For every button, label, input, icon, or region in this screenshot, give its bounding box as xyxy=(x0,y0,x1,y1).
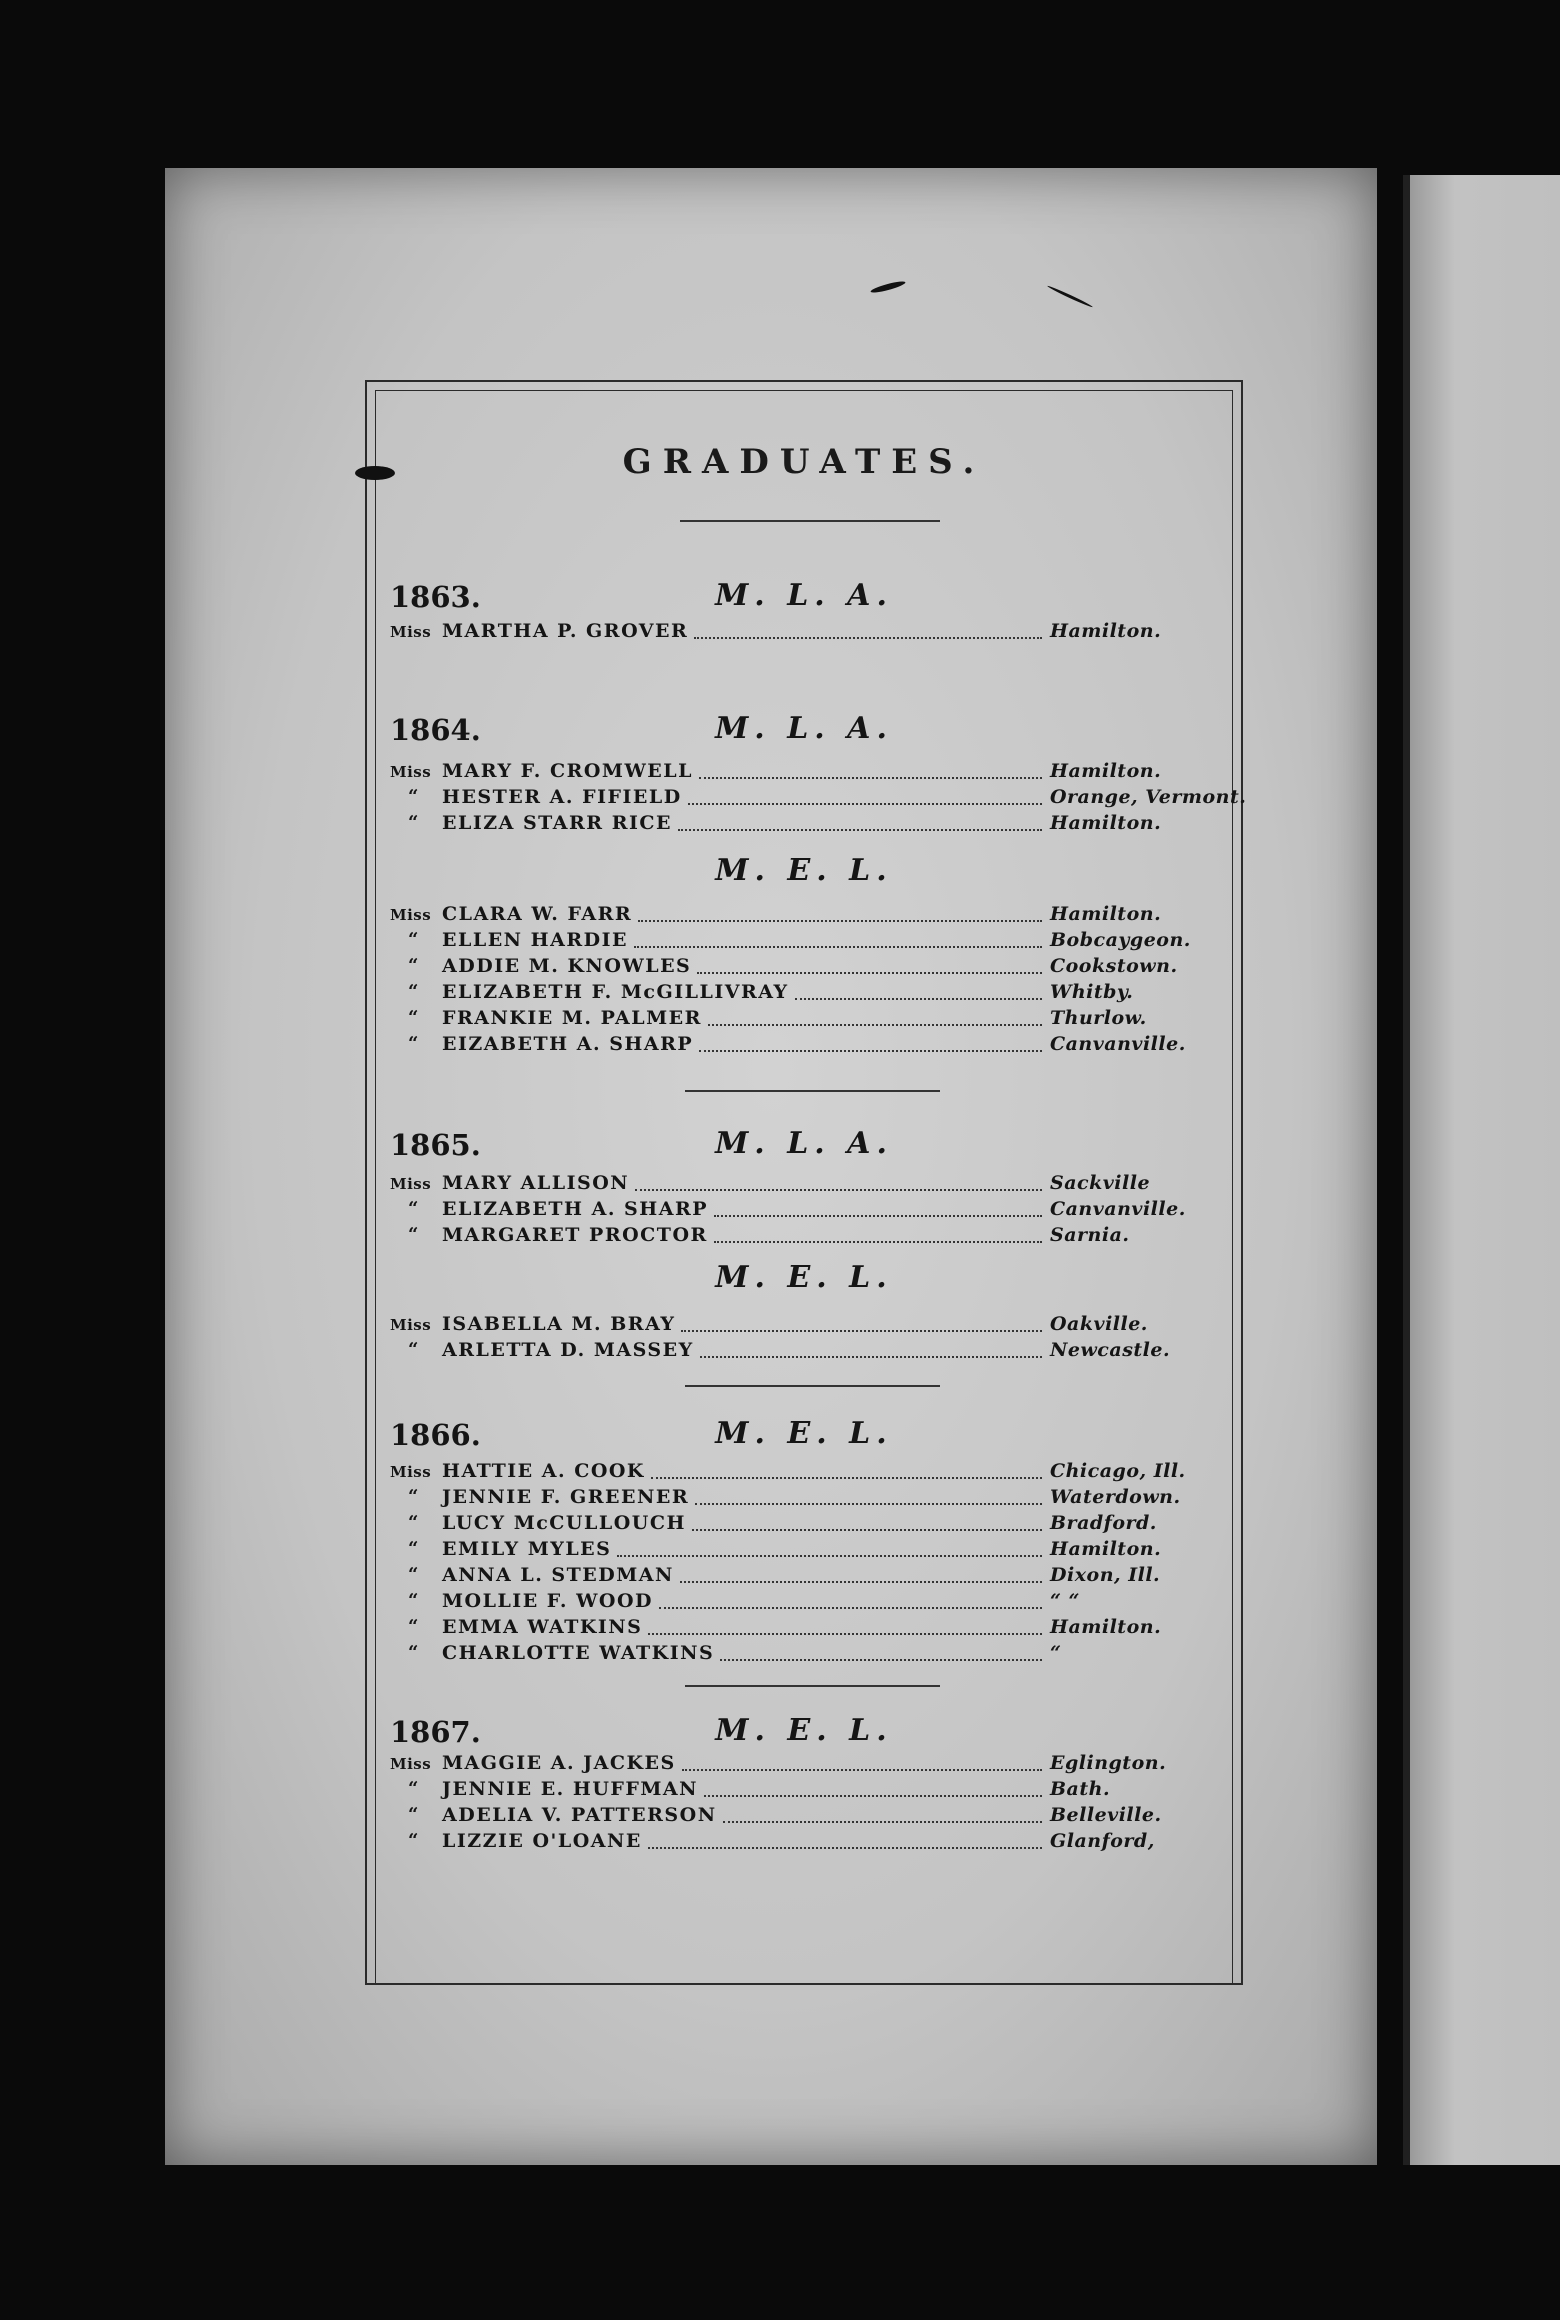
graduate-place: Eglington. xyxy=(1050,1752,1167,1774)
facing-page-edge xyxy=(1410,175,1560,2165)
graduate-name: HESTER A. FIFIELD xyxy=(442,786,682,808)
graduate-place: Belleville. xyxy=(1050,1804,1162,1826)
section-year: 1867. xyxy=(390,1715,481,1749)
graduate-place: Sarnia. xyxy=(1050,1224,1130,1246)
graduate-place: Hamilton. xyxy=(1050,812,1162,834)
graduate-place: Hamilton. xyxy=(1050,903,1162,925)
name-prefix: “ xyxy=(408,929,419,950)
leader-dots xyxy=(699,777,1042,779)
leader-dots xyxy=(714,1241,1042,1243)
graduate-name: EMILY MYLES xyxy=(442,1538,612,1560)
leader-dots xyxy=(708,1024,1042,1026)
graduate-place: Newcastle. xyxy=(1050,1339,1171,1361)
leader-dots xyxy=(692,1529,1042,1531)
graduate-name: ELLEN HARDIE xyxy=(442,929,628,951)
graduate-entry xyxy=(390,1778,1220,1804)
graduate-entry xyxy=(390,1198,1220,1224)
graduate-entry xyxy=(390,1339,1220,1365)
graduate-place: Waterdown. xyxy=(1050,1486,1181,1508)
leader-dots xyxy=(648,1633,1042,1635)
graduate-entry xyxy=(390,1224,1220,1250)
graduate-entry xyxy=(390,1538,1220,1564)
section-year: 1865. xyxy=(390,1128,481,1162)
name-prefix: Miss xyxy=(390,1463,432,1481)
name-prefix: “ xyxy=(408,1486,419,1507)
name-prefix: “ xyxy=(408,1198,419,1219)
name-prefix: “ xyxy=(408,1224,419,1245)
section-year: 1864. xyxy=(390,713,481,747)
name-prefix: Miss xyxy=(390,1316,432,1334)
leader-dots xyxy=(678,829,1042,831)
graduate-entry xyxy=(390,1642,1220,1668)
leader-dots xyxy=(723,1821,1042,1823)
degree-heading: M. E. L. xyxy=(715,1713,893,1748)
graduate-name: EMMA WATKINS xyxy=(442,1616,643,1638)
graduate-place: Hamilton. xyxy=(1050,620,1162,642)
graduate-name: LIZZIE O'LOANE xyxy=(442,1830,642,1852)
degree-heading: M. L. A. xyxy=(715,578,893,613)
name-prefix: “ xyxy=(408,1512,419,1533)
graduate-place: Hamilton. xyxy=(1050,1538,1162,1560)
graduate-name: LUCY McCULLOUCH xyxy=(442,1512,686,1534)
leader-dots xyxy=(682,1769,1042,1771)
graduate-name: ELIZABETH F. McGILLIVRAY xyxy=(442,981,789,1003)
leader-dots xyxy=(720,1659,1042,1661)
graduate-entry xyxy=(390,955,1220,981)
graduate-name: MOLLIE F. WOOD xyxy=(442,1590,654,1612)
graduate-name: FRANKIE M. PALMER xyxy=(442,1007,702,1029)
degree-heading: M. E. L. xyxy=(715,1416,893,1451)
name-prefix: “ xyxy=(408,786,419,807)
degree-heading: M. E. L. xyxy=(715,1260,893,1295)
graduate-name: CLARA W. FARR xyxy=(442,903,633,925)
name-prefix: “ xyxy=(408,1339,419,1360)
leader-dots xyxy=(700,1356,1042,1358)
leader-dots xyxy=(634,946,1042,948)
name-prefix: “ xyxy=(408,1007,419,1028)
leader-dots xyxy=(648,1847,1042,1849)
graduate-entry xyxy=(390,1830,1220,1856)
graduate-entry xyxy=(390,903,1220,929)
leader-dots xyxy=(681,1330,1042,1332)
graduate-name: MARY F. CROMWELL xyxy=(442,760,693,782)
graduate-place: Sackville xyxy=(1050,1172,1151,1194)
page-title: GRADUATES. xyxy=(622,442,986,482)
graduate-place: Bath. xyxy=(1050,1778,1111,1800)
graduate-entry xyxy=(390,1512,1220,1538)
graduate-name: JENNIE F. GREENER xyxy=(442,1486,690,1508)
leader-dots xyxy=(694,637,1042,639)
graduate-place: Bradford. xyxy=(1050,1512,1157,1534)
name-prefix: Miss xyxy=(390,763,432,781)
degree-heading: M. L. A. xyxy=(715,1126,893,1161)
graduate-entry xyxy=(390,1007,1220,1033)
leader-dots xyxy=(651,1477,1042,1479)
name-prefix: “ xyxy=(408,1033,419,1054)
name-prefix: “ xyxy=(408,1778,419,1799)
name-prefix: “ xyxy=(408,1804,419,1825)
section-rule xyxy=(685,1385,940,1387)
graduate-place: Bobcaygeon. xyxy=(1050,929,1191,951)
name-prefix: “ xyxy=(408,1616,419,1637)
name-prefix: Miss xyxy=(390,1175,432,1193)
graduate-name: EIZABETH A. SHARP xyxy=(442,1033,694,1055)
graduate-place: Chicago, Ill. xyxy=(1050,1460,1186,1482)
leader-dots xyxy=(714,1215,1042,1217)
graduate-place: Hamilton. xyxy=(1050,1616,1162,1638)
leader-dots xyxy=(680,1581,1042,1583)
graduate-name: ARLETTA D. MASSEY xyxy=(442,1339,694,1361)
graduate-entry xyxy=(390,812,1220,838)
graduate-entry xyxy=(390,760,1220,786)
graduate-place: Whitby. xyxy=(1050,981,1134,1003)
graduate-place: Orange, Vermont. xyxy=(1050,786,1247,808)
leader-dots xyxy=(699,1050,1042,1052)
section-year: 1863. xyxy=(390,580,481,614)
graduate-place: Oakville. xyxy=(1050,1313,1148,1335)
title-rule xyxy=(680,520,940,522)
graduate-name: ADELIA V. PATTERSON xyxy=(442,1804,717,1826)
graduate-name: ANNA L. STEDMAN xyxy=(442,1564,674,1586)
name-prefix: “ xyxy=(408,812,419,833)
graduate-place: Canvanville. xyxy=(1050,1198,1186,1220)
name-prefix: “ xyxy=(408,1642,419,1663)
graduate-place: Canvanville. xyxy=(1050,1033,1186,1055)
graduate-place: Thurlow. xyxy=(1050,1007,1147,1029)
graduate-place: “ “ xyxy=(1050,1590,1080,1612)
leader-dots xyxy=(659,1607,1042,1609)
graduate-name: ELIZABETH A. SHARP xyxy=(442,1198,709,1220)
leader-dots xyxy=(638,920,1042,922)
graduate-name: MAGGIE A. JACKES xyxy=(442,1752,676,1774)
graduate-name: MARTHA P. GROVER xyxy=(442,620,689,642)
page-gutter xyxy=(1403,175,1410,2165)
name-prefix: Miss xyxy=(390,623,432,641)
graduate-entry xyxy=(390,1616,1220,1642)
name-prefix: “ xyxy=(408,955,419,976)
graduate-place: Cookstown. xyxy=(1050,955,1178,977)
graduate-entry xyxy=(390,1804,1220,1830)
graduate-entry xyxy=(390,1590,1220,1616)
leader-dots xyxy=(704,1795,1042,1797)
graduate-entry xyxy=(390,1313,1220,1339)
section-year: 1866. xyxy=(390,1418,481,1452)
leader-dots xyxy=(697,972,1042,974)
ink-blot xyxy=(355,466,395,480)
graduate-name: JENNIE E. HUFFMAN xyxy=(442,1778,699,1800)
name-prefix: “ xyxy=(408,1590,419,1611)
graduate-place: “ xyxy=(1050,1642,1062,1664)
graduate-name: CHARLOTTE WATKINS xyxy=(442,1642,715,1664)
section-rule xyxy=(685,1685,940,1687)
graduate-entry xyxy=(390,1752,1220,1778)
graduate-entry xyxy=(390,1172,1220,1198)
graduate-entry xyxy=(390,929,1220,955)
graduate-name: ADDIE M. KNOWLES xyxy=(442,955,692,977)
graduate-place: Hamilton. xyxy=(1050,760,1162,782)
section-rule xyxy=(685,1090,940,1092)
graduate-entry xyxy=(390,1486,1220,1512)
graduate-place: Dixon, Ill. xyxy=(1050,1564,1161,1586)
name-prefix: “ xyxy=(408,1830,419,1851)
graduate-entry xyxy=(390,981,1220,1007)
graduate-entry xyxy=(390,620,1220,646)
graduate-name: MARGARET PROCTOR xyxy=(442,1224,708,1246)
graduate-entry xyxy=(390,1460,1220,1486)
leader-dots xyxy=(635,1189,1042,1191)
graduate-name: ELIZA STARR RICE xyxy=(442,812,672,834)
name-prefix: “ xyxy=(408,1538,419,1559)
name-prefix: “ xyxy=(408,1564,419,1585)
leader-dots xyxy=(695,1503,1042,1505)
graduate-name: ISABELLA M. BRAY xyxy=(442,1313,676,1335)
name-prefix: Miss xyxy=(390,1755,432,1773)
leader-dots xyxy=(617,1555,1042,1557)
graduate-entry xyxy=(390,786,1247,812)
degree-heading: M. L. A. xyxy=(715,711,893,746)
graduate-name: MARY ALLISON xyxy=(442,1172,630,1194)
graduate-name: HATTIE A. COOK xyxy=(442,1460,645,1482)
leader-dots xyxy=(795,998,1042,1000)
leader-dots xyxy=(688,803,1042,805)
name-prefix: Miss xyxy=(390,906,432,924)
graduate-place: Glanford, xyxy=(1050,1830,1155,1852)
name-prefix: “ xyxy=(408,981,419,1002)
graduate-entry xyxy=(390,1564,1220,1590)
degree-heading: M. E. L. xyxy=(715,853,893,888)
graduate-entry xyxy=(390,1033,1220,1059)
